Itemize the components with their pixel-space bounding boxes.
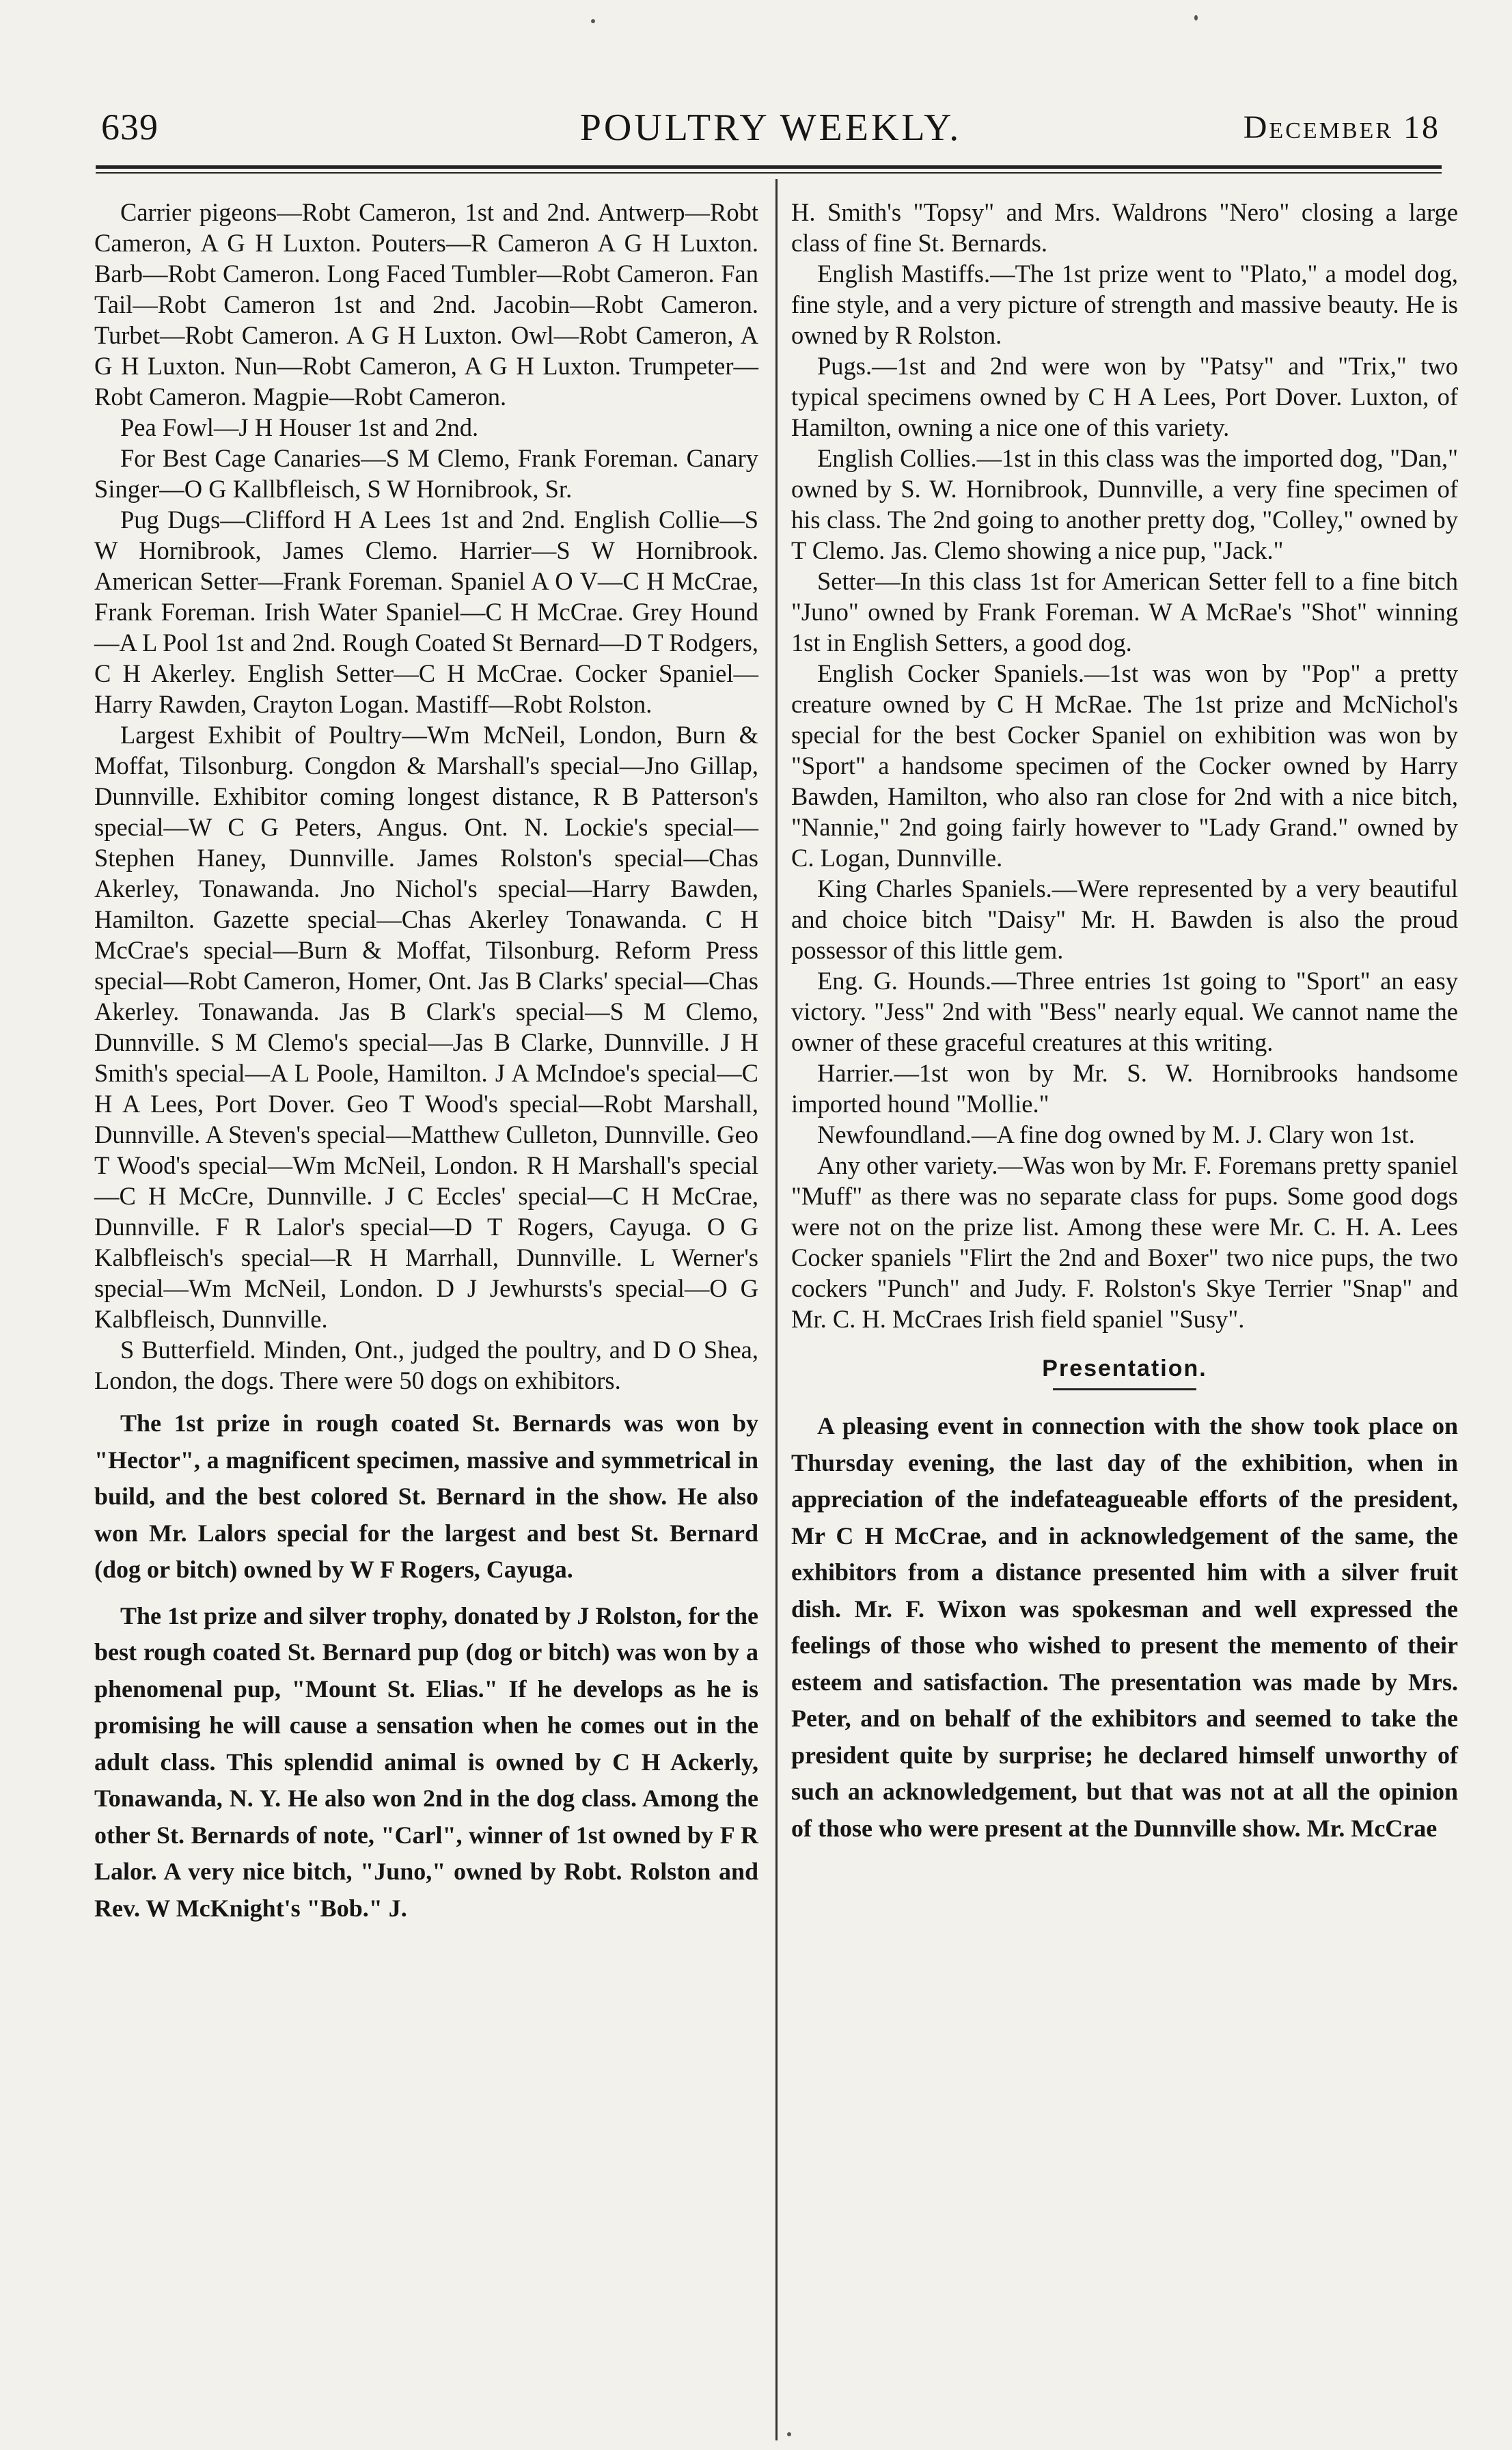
spacer xyxy=(94,1588,758,1598)
greyhounds-report: Eng. G. Hounds.—Three entries 1st going to "Sport" an easy victory. "Jess" 2nd with "Bess" nearly equal. We cannot name the owner of these graceful creatures at this writing. xyxy=(791,967,1458,1056)
special-prizes: Largest Exhibit of Poultry—Wm McNeil, London, Burn & Moffat, Tilsonburg. Congdon & Marshall's special—Jno Gillap, Dunnville. Exhibitor coming longest distance, R B Patterson's special—W C G Peters, Angus. Ont. N. Lockie's special—Stephen Haney, Dunnville. James Rolston's special—Chas Akerley, Tonawanda. Jno Nichol's special—Harry Bawden, Hamilton. Gazette special—Chas Akerley Tonawanda. C H McCrae's special—Burn & Moffat, Tilsonburg. Reform Press special—Robt Cameron, Homer, Ont. Jas B Clarks' special—Chas Akerley. Tonawanda. Jas B Clark's special—S M Clemo, Dunnville. S M Clemo's special—Jas B Clarke, Dunnville. J H Smith's special—A L Poole, Hamilton. J A McIndoe's special—C H A Lees, Port Dover. Geo T Wood's special—Robt Marshall, Dunnville. A Steven's special—Matthew Culleton, Dunnville. Geo T Wood's special—Wm McNeil, London. R H Marshall's special—C H McCre, Dunnville. J C Eccles' special—C H McCrae, Dunnville. F R Lalor's special—D T Rogers, Cayuga. O G Kalbfleisch's special—R H Marrhall, Dunnville. L Werner's special—Wm McNeil, London. D J Jewhursts's special—O G Kalbfleisch, Dunnville. xyxy=(94,721,758,1333)
st-bernard-pup-report: The 1st prize and silver trophy, donated by J Rolston, for the best rough coated St. Bernard pup (dog or bitch) was won by a phenomenal pup, "Mount St. Elias." If he develops as he is promising he will cause a sensation when he comes out in the adult class. This splendid animal is owned by C H Ackerly, Tonawanda, N. Y. He also won 2nd in the dog class. Among the other St. Bernards of note, "Carl", winner of 1st owned by F R Lalor. A very nice bitch, "Juno," owned by Robt. Rolston and Rev. W McKnight's "Bob." J. xyxy=(94,1601,758,1922)
st-bernard-report: The 1st prize in rough coated St. Bernards was won by "Hector", a magnificent specimen, massive and symmetrical in build, and the best colored St. Bernard in the show. He also won Mr. Lalors special for the largest and best St. Bernard (dog or bitch) owned by W F Rogers, Cayuga. xyxy=(94,1409,758,1583)
header-rule-thin xyxy=(96,172,1442,174)
judges-note: S Butterfield. Minden, Ont., judged the poultry, and D O Shea, London, the dogs. There were 50 dogs on exhibitors. xyxy=(94,1336,758,1394)
left-column xyxy=(94,197,758,1927)
column-divider xyxy=(775,179,778,2440)
pea-fowl-results: Pea Fowl—J H Houser 1st and 2nd. xyxy=(120,413,479,441)
cocker-spaniels-report: English Cocker Spaniels.—1st was won by "Pop" a pretty creature owned by C H McRae. The 1st prize and McNichol's special for the best Cocker Spaniel on exhibition was won by "Sport" a handsome specimen of the Cocker owned by Harry Bawden, Hamilton, who also ran close for 2nd with a nice bitch, "Nannie," 2nd going fairly however to "Lady Grand." owned by C. Logan, Dunnville. xyxy=(791,659,1458,872)
pugs-report: Pugs.—1st and 2nd were won by "Patsy" and "Trix," two typical specimens owned by C H A Lees, Port Dover. Luxton, of Hamilton, owning a nice one of this variety. xyxy=(791,352,1458,441)
ink-speck xyxy=(591,19,595,23)
other-variety-report: Any other variety.—Was won by Mr. F. Foremans pretty spaniel "Muff" as there was no separate class for pups. Some good dogs were not on the prize list. Among these were Mr. C. H. A. Lees Cocker spaniels "Flirt the 2nd and Boxer" two nice pups, the two cockers "Punch" and Judy. F. Rolston's Skye Terrier "Snap" and Mr. C. H. McCraes Irish field spaniel "Susy". xyxy=(791,1151,1458,1333)
page-number: 639 xyxy=(101,107,159,148)
canary-results: For Best Cage Canaries—S M Clemo, Frank Foreman. Canary Singer—O G Kallbfleisch, S W Hornibrook, Sr. xyxy=(94,444,758,503)
heading-rule xyxy=(1053,1388,1196,1390)
st-bernard-continued: H. Smith's "Topsy" and Mrs. Waldrons "Nero" closing a large class of fine St. Bernards. xyxy=(791,198,1458,257)
presentation-article: A pleasing event in connection with the show took place on Thursday evening, the last day of the exhibition, when in appreciation of the indefateagueable efforts of the president, Mr C H McCrae, and in acknowledgement of the same, the exhibitors from a distance presented him with a silver fruit dish. Mr. F. Wixon was spokesman and well expressed the feelings of those who wished to present the memento of their esteem and satisfaction. The presentation was made by Mrs. Peter, and on behalf of the exhibitors and seemed to take the president quite by surprise; he declared himself unworthy of such an acknowledgement, but that was not at all the opinion of those who were present at the Dunnville show. Mr. McCrae xyxy=(791,1412,1458,1842)
king-charles-report: King Charles Spaniels.—Were represented by a very beautiful and choice bitch "Daisy" Mr. H. Bawden is also the proud possessor of this little gem. xyxy=(791,875,1458,964)
spacer xyxy=(94,1396,758,1405)
harrier-report: Harrier.—1st won by Mr. S. W. Hornibrooks handsome imported hound "Mollie." xyxy=(791,1059,1458,1118)
newfoundland-report: Newfoundland.—A fine dog owned by M. J. Clary won 1st. xyxy=(817,1120,1415,1148)
journal-title: POULTRY WEEKLY. xyxy=(579,107,962,149)
section-heading: Presentation. xyxy=(1042,1355,1207,1381)
ink-speck xyxy=(1194,15,1198,20)
setter-report: Setter—In this class 1st for American Setter fell to a fine bitch "Juno" owned by Frank Foreman. W A McRae's "Shot" winning 1st in English Setters, a good dog. xyxy=(791,567,1458,657)
issue-date: December 18 xyxy=(1243,109,1440,146)
mastiffs-report: English Mastiffs.—The 1st prize went to "Plato," a model dog, fine style, and a very picture of strength and massive beauty. He is owned by R Rolston. xyxy=(791,260,1458,349)
header-rule-thick xyxy=(96,165,1442,169)
right-column xyxy=(791,197,1458,1847)
collies-report: English Collies.—1st in this class was the imported dog, "Dan," owned by S. W. Hornibrook, Dunnville, a very fine specimen of his class. The 2nd going to another pretty dog, "Colley," owned by T Clemo. Jas. Clemo showing a nice pup, "Jack." xyxy=(791,444,1458,564)
pigeon-results: Carrier pigeons—Robt Cameron, 1st and 2nd. Antwerp—Robt Cameron, A G H Luxton. Pouters—R Cameron A G H Luxton. Barb—Robt Cameron. Long Faced Tumbler—Robt Cameron. Fan Tail—Robt Cameron 1st and 2nd. Jacobin—Robt Cameron. Turbet—Robt Cameron. A G H Luxton. Owl—Robt Cameron, A G H Luxton. Nun—Robt Cameron, A G H Luxton. Trumpeter—Robt Cameron. Magpie—Robt Cameron. xyxy=(94,198,758,411)
page-header xyxy=(101,106,1440,154)
dog-class-results: Pug Dugs—Clifford H A Lees 1st and 2nd. English Collie—S W Hornibrook, James Clemo. Harrier—S W Hornibrook. American Setter—Frank Foreman. Spaniel A O V—C H McCrae, Frank Foreman. Irish Water Spaniel—C H McCrae. Grey Hound—A L Pool 1st and 2nd. Rough Coated St Bernard—D T Rodgers, C H Akerley. English Setter—C H McCrae. Cocker Spaniel—Harry Rawden, Crayton Logan. Mastiff—Robt Rolston. xyxy=(94,506,758,718)
ink-speck xyxy=(787,2432,791,2436)
